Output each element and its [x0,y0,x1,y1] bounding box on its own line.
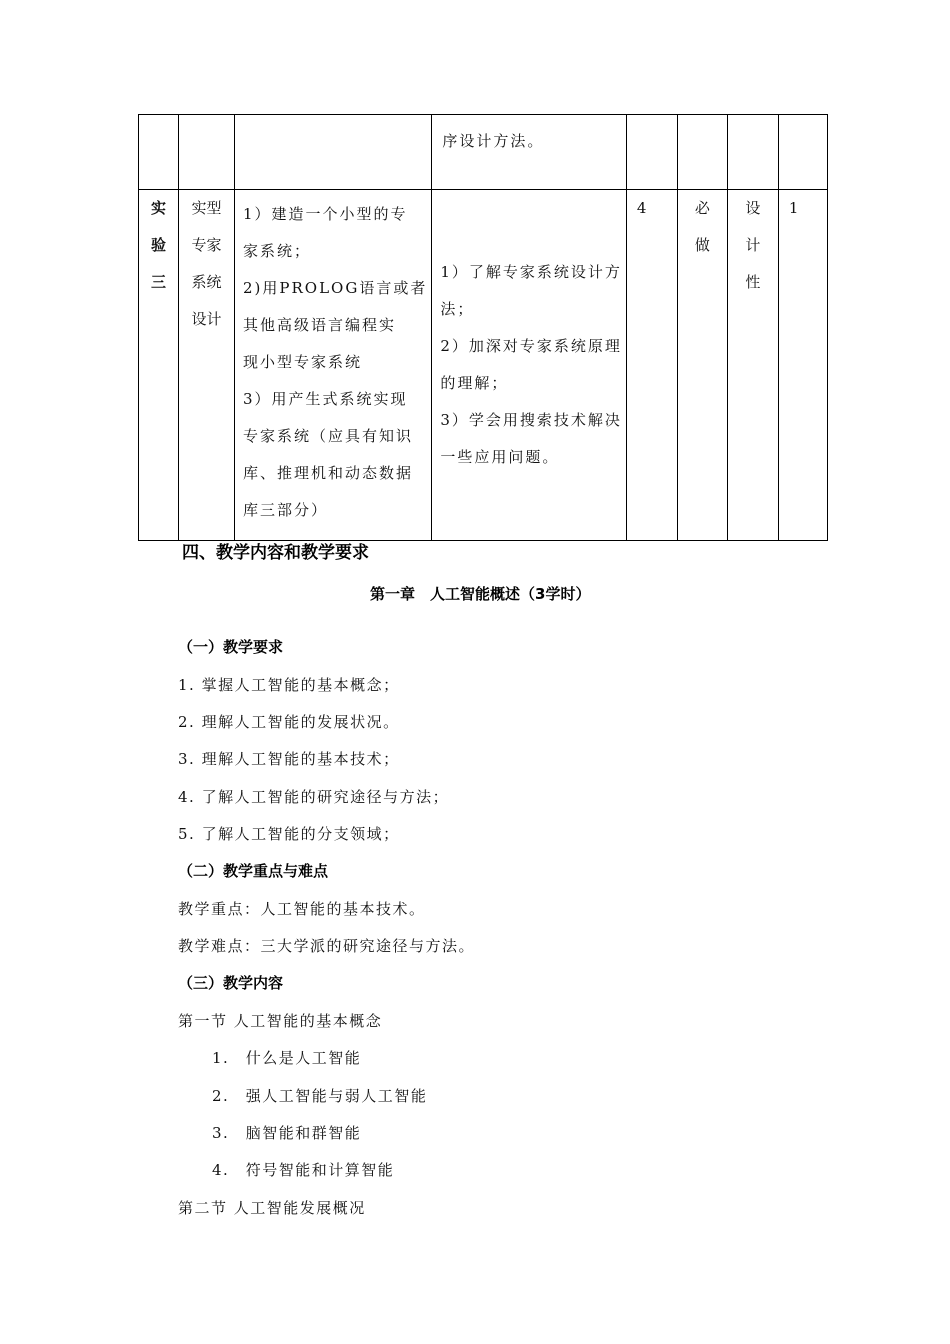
cell-text: 库三部分） [243,501,329,519]
section-heading: 四、教学内容和教学要求 [182,543,369,563]
cell-text: 其他高级语言编程实 [243,316,397,334]
list-item: 2. 理解人工智能的发展状况。 [178,713,400,731]
cell-text: 1）了解专家系统设计方 [440,263,622,281]
cell-text: 3）用产生式系统实现 [243,390,408,408]
experiment-table [138,114,828,541]
cell-text: 一些应用问题。 [440,448,560,466]
experiment-goal-cell [432,190,627,541]
list-item: 5. 了解人工智能的分支领域； [178,825,400,843]
cell-text: 现小型专家系统 [243,353,363,371]
list-item: 1. 什么是人工智能 [212,1049,362,1067]
required-cell [677,190,727,541]
list-item: 2. 强人工智能与弱人工智能 [212,1087,428,1105]
table-cell [179,115,235,190]
table-cell [727,115,778,190]
type-cell [727,190,778,541]
cell-text: 设 [745,199,761,217]
list-item: 4. 符号智能和计算智能 [212,1161,395,1179]
cell-text: 1 [788,199,799,217]
cell-text: 2)用PROLOG语言或者 [243,279,428,297]
difficult-point-text: 教学难点：三大学派的研究途径与方法。 [178,937,476,955]
cell-text: 系统 [191,273,222,291]
subheading-key-points: （二）教学重点与难点 [178,862,329,880]
list-item: 3. 脑智能和群智能 [212,1124,362,1142]
chapter-title: 第一章 人工智能概述（3学时） [370,585,591,603]
cell-text: 2）加深对专家系统原理 [440,337,622,355]
section-title: 第二节 人工智能发展概况 [178,1199,366,1217]
cell-text: 4 [636,199,647,217]
table-row [139,190,828,541]
cell-text: 验 [150,236,166,254]
cell-text: 3）学会用搜索技术解决 [440,411,622,429]
table-row [139,115,828,190]
cell-text: 必 [694,199,710,217]
subheading-requirements: （一）教学要求 [178,638,284,656]
cell-text: 法； [440,300,475,318]
cell-text: 序设计方法。 [442,132,545,150]
table-cell [677,115,727,190]
section-title: 第一节 人工智能的基本概念 [178,1012,383,1030]
key-point-text: 教学重点：人工智能的基本技术。 [178,900,426,918]
group-cell [778,190,827,541]
cell-text: 实型 [191,199,222,217]
cell-text: 性 [745,273,761,291]
experiment-name-cell [179,190,235,541]
cell-text: 库、推理机和动态数据 [243,464,414,482]
subheading-content: （三）教学内容 [178,974,284,992]
cell-text: 三 [150,273,166,291]
cell-text: 1）建造一个小型的专 [243,205,408,223]
hours-cell [626,190,677,541]
experiment-content-cell [235,190,432,541]
cell-text: 家系统； [243,242,312,260]
table-cell [432,115,627,190]
cell-text: 计 [745,236,761,254]
experiment-label-cell [139,190,179,541]
list-item: 3. 理解人工智能的基本技术； [178,750,400,768]
table-cell [626,115,677,190]
table-cell [235,115,432,190]
cell-text: 做 [694,236,710,254]
list-item: 1. 掌握人工智能的基本概念； [178,676,400,694]
cell-text: 设计 [191,310,222,328]
table-cell [778,115,827,190]
cell-text: 实 [150,199,166,217]
cell-text: 的理解； [440,374,509,392]
table-cell [139,115,179,190]
cell-text: 专家系统（应具有知识 [243,427,414,445]
cell-text: 专家 [191,236,222,254]
list-item: 4. 了解人工智能的研究途径与方法； [178,788,450,806]
